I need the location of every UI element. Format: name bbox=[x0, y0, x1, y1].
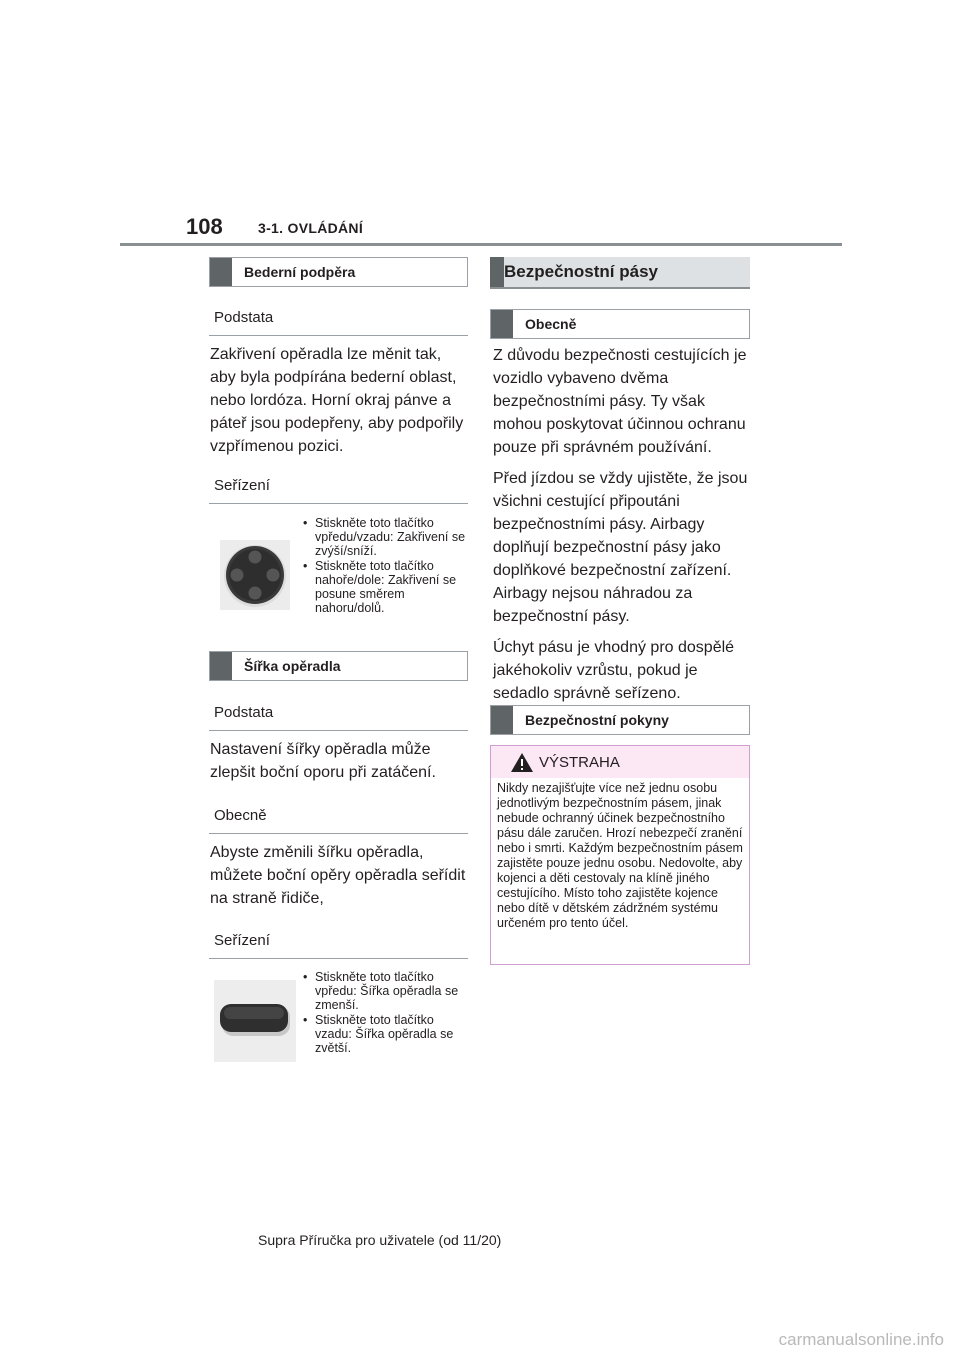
section-heading-width: Šířka opěradla bbox=[209, 651, 468, 681]
width-basics-text: Nastavení šířky opěradla může zlepšit boční oporu při zatáčení. bbox=[210, 741, 436, 781]
list-item: • Stiskněte toto tlačítko vpředu: Šířka opěradla se zmenší. bbox=[300, 970, 466, 1012]
section-heading-safety: Bezpečnostní pokyny bbox=[490, 705, 750, 735]
section-heading-seatbelts: Bezpečnostní pásy bbox=[490, 257, 750, 289]
chapter-title: 3-1. OVLÁDÁNÍ bbox=[258, 220, 364, 236]
subheading-width-general: Obecně bbox=[209, 804, 468, 834]
subheading-width-basics: Podstata bbox=[209, 701, 468, 731]
warning-box bbox=[490, 745, 750, 965]
section-heading-lumbar: Bederní podpěra bbox=[209, 257, 468, 287]
warning-label: VÝSTRAHA bbox=[539, 754, 620, 771]
list-item: • Stiskněte toto tlačítko vpředu/vzadu: Zakřivení se zvýší/sníží. bbox=[300, 516, 466, 558]
lumbar-adjust-list bbox=[300, 516, 466, 616]
footer-text: Supra Příručka pro uživatele (od 11/20) bbox=[258, 1232, 502, 1248]
lumbar-basics-text: Zakřivení opěradla lze měnit tak, aby byla podpírána bederní oblast, nebo lordóza. Horní okraj pánve a páteř jsou podepřeny, aby podpořily vzpřímenou pozici. bbox=[210, 346, 464, 455]
page-number: 108 bbox=[186, 214, 223, 239]
subheading-width-adjust: Seřízení bbox=[209, 929, 468, 959]
section-heading-general: Obecně bbox=[490, 309, 750, 339]
subheading-lumbar-adjust: Seřízení bbox=[209, 474, 468, 504]
watermark: carmanualsonline.info bbox=[778, 1330, 944, 1349]
list-item: • Stiskněte toto tlačítko nahoře/dole: Zakřivení se posune směrem nahoru/dolů. bbox=[300, 559, 466, 615]
width-control-image bbox=[214, 980, 296, 1062]
width-adjust-list bbox=[300, 970, 466, 1056]
list-item: • Stiskněte toto tlačítko vzadu: Šířka opěradla se zvětší. bbox=[300, 1013, 466, 1055]
seatbelt-text: Z důvodu bezpečnosti cestujících je vozidlo vybaveno dvěma bezpečnostními pásy. Ty však mohou poskytovat účinnou ochranu pouze při správném používání. Před jízdou se vždy ujistěte, že jsou všichni cestující připoutáni bezpečnostními pásy. Airbagy doplňují bezpečnostní pásy jako doplňkové bezpečnostní zařízení. Airbagy nejsou náhradou za bezpečnostní pásy. Úchyt pásu je vhodný pro dospělé jakéhokoliv vzrůstu, pokud je sedadlo správně seřízeno. bbox=[493, 347, 748, 702]
warning-icon bbox=[510, 752, 534, 773]
width-button-icon bbox=[214, 980, 296, 1062]
header-rule bbox=[120, 243, 842, 246]
lumbar-button-icon bbox=[220, 540, 290, 610]
lumbar-control-image bbox=[220, 540, 290, 610]
width-general-text: Abyste změnili šířku opěradla, můžete boční opěry opěradla seřídit na straně řidiče, bbox=[210, 844, 466, 907]
warning-header bbox=[491, 746, 749, 778]
subheading-lumbar-basics: Podstata bbox=[209, 306, 468, 336]
warning-text: Nikdy nezajišťujte více než jednu osobu jednotlivým bezpečnostním pásem, jinak nebude ochranný účinek bezpečnostního pásu dále zaručen. Hrozí nebezpečí zranění nebo i smrti. Každým bezpečnostním pásem zajistěte pouze jednu osobu. Nedovolte, aby kojenci a děti cestovaly na klíně jiného cestujícího. Místo toho zajistěte kojence nebo dítě v dětském zádržném systému určeném pro tento účel. bbox=[497, 781, 743, 930]
